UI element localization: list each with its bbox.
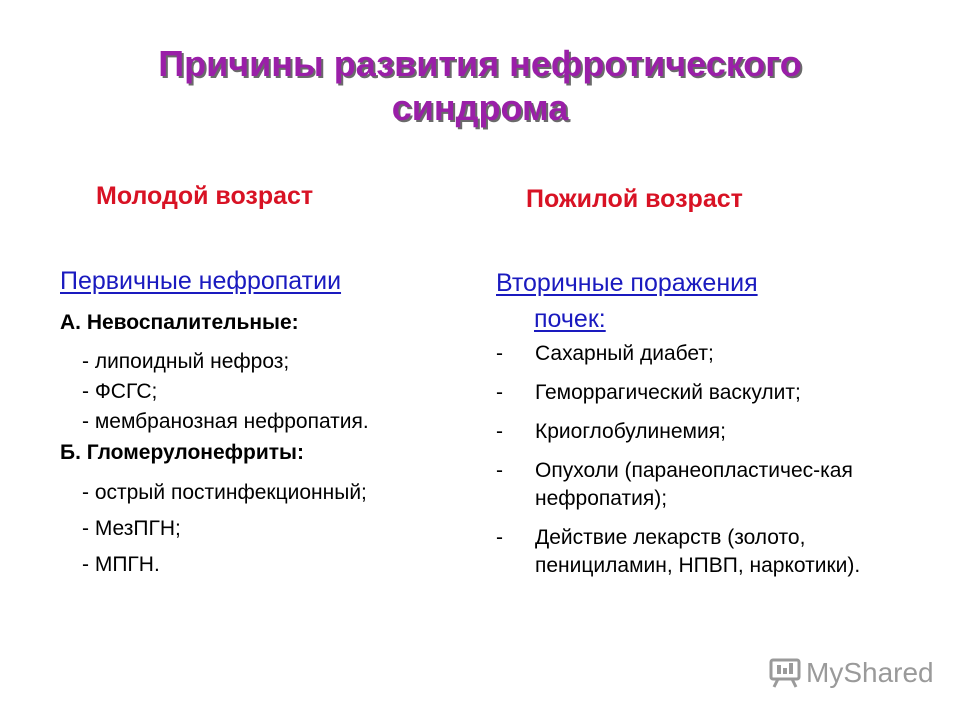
slide-title-line1: Причины развития нефротического [158,43,802,84]
slide-title-line2: синдрома [391,87,569,128]
list-dash: - [496,381,503,404]
group-b-item-2: - МезПГН; [82,517,181,540]
list-item-text: Действие лекарств (золото, пенициламин, НПВП, наркотики). [535,526,861,577]
secondary-heading-line1: Вторичные поражения [496,269,758,297]
slide-title [0,42,960,130]
group-a-item-3: - мембранозная нефропатия. [82,410,369,433]
list-item [496,457,926,513]
list-item [496,340,926,368]
list-item [496,524,926,580]
group-b-title: Б. Гломерулонефриты: [60,441,304,464]
group-a-item-2: - ФСГС; [82,380,158,403]
list-item [496,418,926,446]
watermark-text: MyShared [806,657,934,688]
list-item [496,379,926,407]
group-a-item-1: - липоидный нефроз; [82,350,290,373]
presentation-board-icon [768,656,802,690]
primary-nephropathies-heading: Первичные нефропатии [60,267,342,295]
elderly-age-heading: Пожилой возраст [526,185,743,213]
secondary-kidney-lesions-heading [496,265,876,337]
group-b-item-1: - острый постинфекционный; [82,481,367,504]
list-dash: - [496,526,503,549]
list-item-text: Сахарный диабет; [535,342,714,365]
secondary-causes-list [496,340,926,591]
watermark [768,656,934,690]
list-dash: - [496,342,503,365]
secondary-heading-line2: почек: [534,305,606,333]
group-a-title: А. Невоспалительные: [60,311,299,334]
list-item-text: Криоглобулинемия; [535,420,726,443]
list-dash: - [496,459,503,482]
list-item-text: Геморрагический васкулит; [535,381,801,404]
list-item-text: Опухоли (паранеопластичес-кая нефропатия); [535,459,853,510]
list-dash: - [496,420,503,443]
young-age-heading: Молодой возраст [96,182,314,210]
group-b-item-3: - МПГН. [82,553,160,576]
